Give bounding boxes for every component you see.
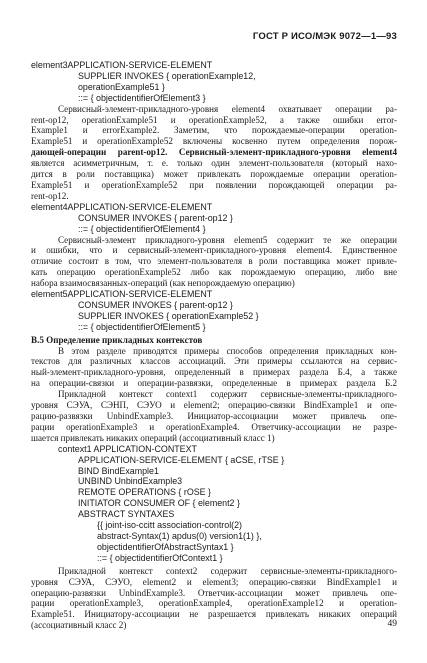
text-line: context1 APPLICATION-CONTEXT — [58, 443, 197, 454]
text-line: Сервисный-элемент-прикладного-уровня element4 охватывает операции pa- — [58, 103, 397, 114]
text-line: набора взаимосвязанных-операций (как непорождаемую операцию) — [31, 278, 295, 289]
text-line: Example51 и operationExample52 при появлении порождающей операции pa- — [31, 179, 397, 190]
text-line: abstract-Syntax(1) apdus(0) version1(1) }, — [97, 530, 262, 541]
text-line: Example1 и errorExample2. Заметим, что порождаемые-операции operation- — [31, 125, 397, 136]
text-line: CONSUMER INVOKES { parent-op12 } — [78, 299, 233, 310]
text-line: Прикладной контекст context2 содержит сервисные-элементы-прикладного- — [58, 565, 397, 576]
text-line: Example51 и operationExample52 включены косвенно путем определения порож- — [31, 136, 397, 147]
text-line: ::= { objectidentifierOfElement4 } — [78, 223, 206, 234]
text-line: ::= { objectidentifierOfContext1 } — [97, 552, 223, 563]
text-line: objectidentifierOfAbstractSyntax1 } — [97, 541, 234, 552]
text-line: element3APPLICATION-SERVICE-ELEMENT — [31, 60, 213, 70]
text-line: отличие состоит в том, что элемент-пользователя в роли поставщика может привле- — [31, 256, 397, 267]
text-line: операцию-развязки UnbindExample3. Ответчик-ассоциации может привлечь опе- — [31, 587, 397, 598]
text-line: Сервисный-элемент прикладного-уровня element5 содержит те же операции — [58, 234, 397, 245]
text-line: уровня СЭУА, СЭНП, СЭУО и element2; операцию-связки BindExample1 и опе- — [31, 400, 397, 411]
text-line: {{ joint-iso-ccitt association-control(2) — [97, 520, 243, 531]
text-line: В.5 Определение прикладных контекстов — [31, 334, 203, 345]
text-line: рацию-развязки UnbindExample3. Инициатор-ассоциации может привлечь опе- — [31, 411, 397, 421]
text-line: является асимметричным, т. е. только один элемент-пользователя (который нахо- — [31, 158, 397, 169]
text-line: APPLICATION-SERVICE-ELEMENT { aCSE, rTSE } — [78, 454, 285, 465]
text-line: REMOTE OPERATIONS { rOSE } — [78, 487, 211, 498]
text-line: ::= { objectidentifierOfElement5 } — [78, 321, 206, 332]
text-line: и ошибки, что и сервисный-элемент-прикладного-уровня element4. Единственное — [31, 245, 397, 256]
text-line: Example51. Инициатору-ассоциации не разрешается привлекать никаких операций — [31, 609, 397, 620]
page-number: 49 — [387, 619, 397, 629]
text-line: INITIATOR CONSUMER OF { element2 } — [78, 498, 240, 509]
text-line: дающей-операции parent-op12. Сервисный-элемент-прикладного-уровня element4 — [31, 147, 397, 158]
text-line: кать операцию operationExample52 либо как порождаемую операцию, либо вне — [31, 267, 397, 278]
text-line: ABSTRACT SYNTAXES — [78, 509, 175, 520]
text-line: SUPPLIER INVOKES { operationExample12, — [78, 70, 256, 81]
text-line: rent-op12, operationExample51 и operationExample52, а также ошибки error- — [31, 114, 397, 125]
text-line: BIND BindExample1 — [78, 465, 159, 476]
text-line: element4APPLICATION-SERVICE-ELEMENT — [31, 201, 213, 212]
text-line: дится в роли поставщика) может привлекать порождаемые операции operation- — [31, 169, 397, 180]
document-body — [31, 58, 397, 631]
text-line: SUPPLIER INVOKES { operationExample52 } — [78, 310, 259, 321]
text-line: (ассоциативный класс 2) — [31, 620, 127, 631]
text-line: operationExample51 } — [78, 81, 165, 92]
text-line: UNBIND UnbindExample3 — [78, 476, 183, 487]
text-line: CONSUMER INVOKES { parent-op12 } — [78, 212, 233, 223]
text-line: на операции-связки и операции-развязки, определенные в примерах раздела Б.2 — [31, 378, 397, 389]
text-line: rent-op12. — [31, 190, 69, 201]
page-header: ГОСТ Р ИСО/МЭК 9072—1—93 — [252, 31, 397, 42]
text-line: шается привлекать никаких операций (ассоциативный класс 1) — [31, 432, 275, 443]
text-line: текстов для различных классов ассоциаций. Эти примеры ссылаются на сервис- — [31, 356, 397, 367]
text-line: ный-элемент-прикладного-уровня, определенный в примерах раздела Б.4, а также — [31, 367, 397, 378]
text-line: рации operationExample3 и operationExample4. Ответчику-ассоциации не разре- — [31, 421, 397, 432]
text-line: element5APPLICATION-SERVICE-ELEMENT — [31, 289, 213, 300]
text-line: рации operationExample3, operationExample4, operationExample12 и operation- — [31, 598, 397, 609]
text-line: В этом разделе приводятся примеры способов определения прикладных кон- — [58, 345, 397, 356]
text-line: ::= { objectidentifierOfElement3 } — [78, 92, 206, 103]
text-line: Прикладной контекст context1 содержит сервисные-элементы-прикладного- — [58, 389, 397, 400]
text-line: уровня СЭУА, СЭУО, element2 и element3; операцию-связки BindExample1 и — [31, 576, 397, 587]
